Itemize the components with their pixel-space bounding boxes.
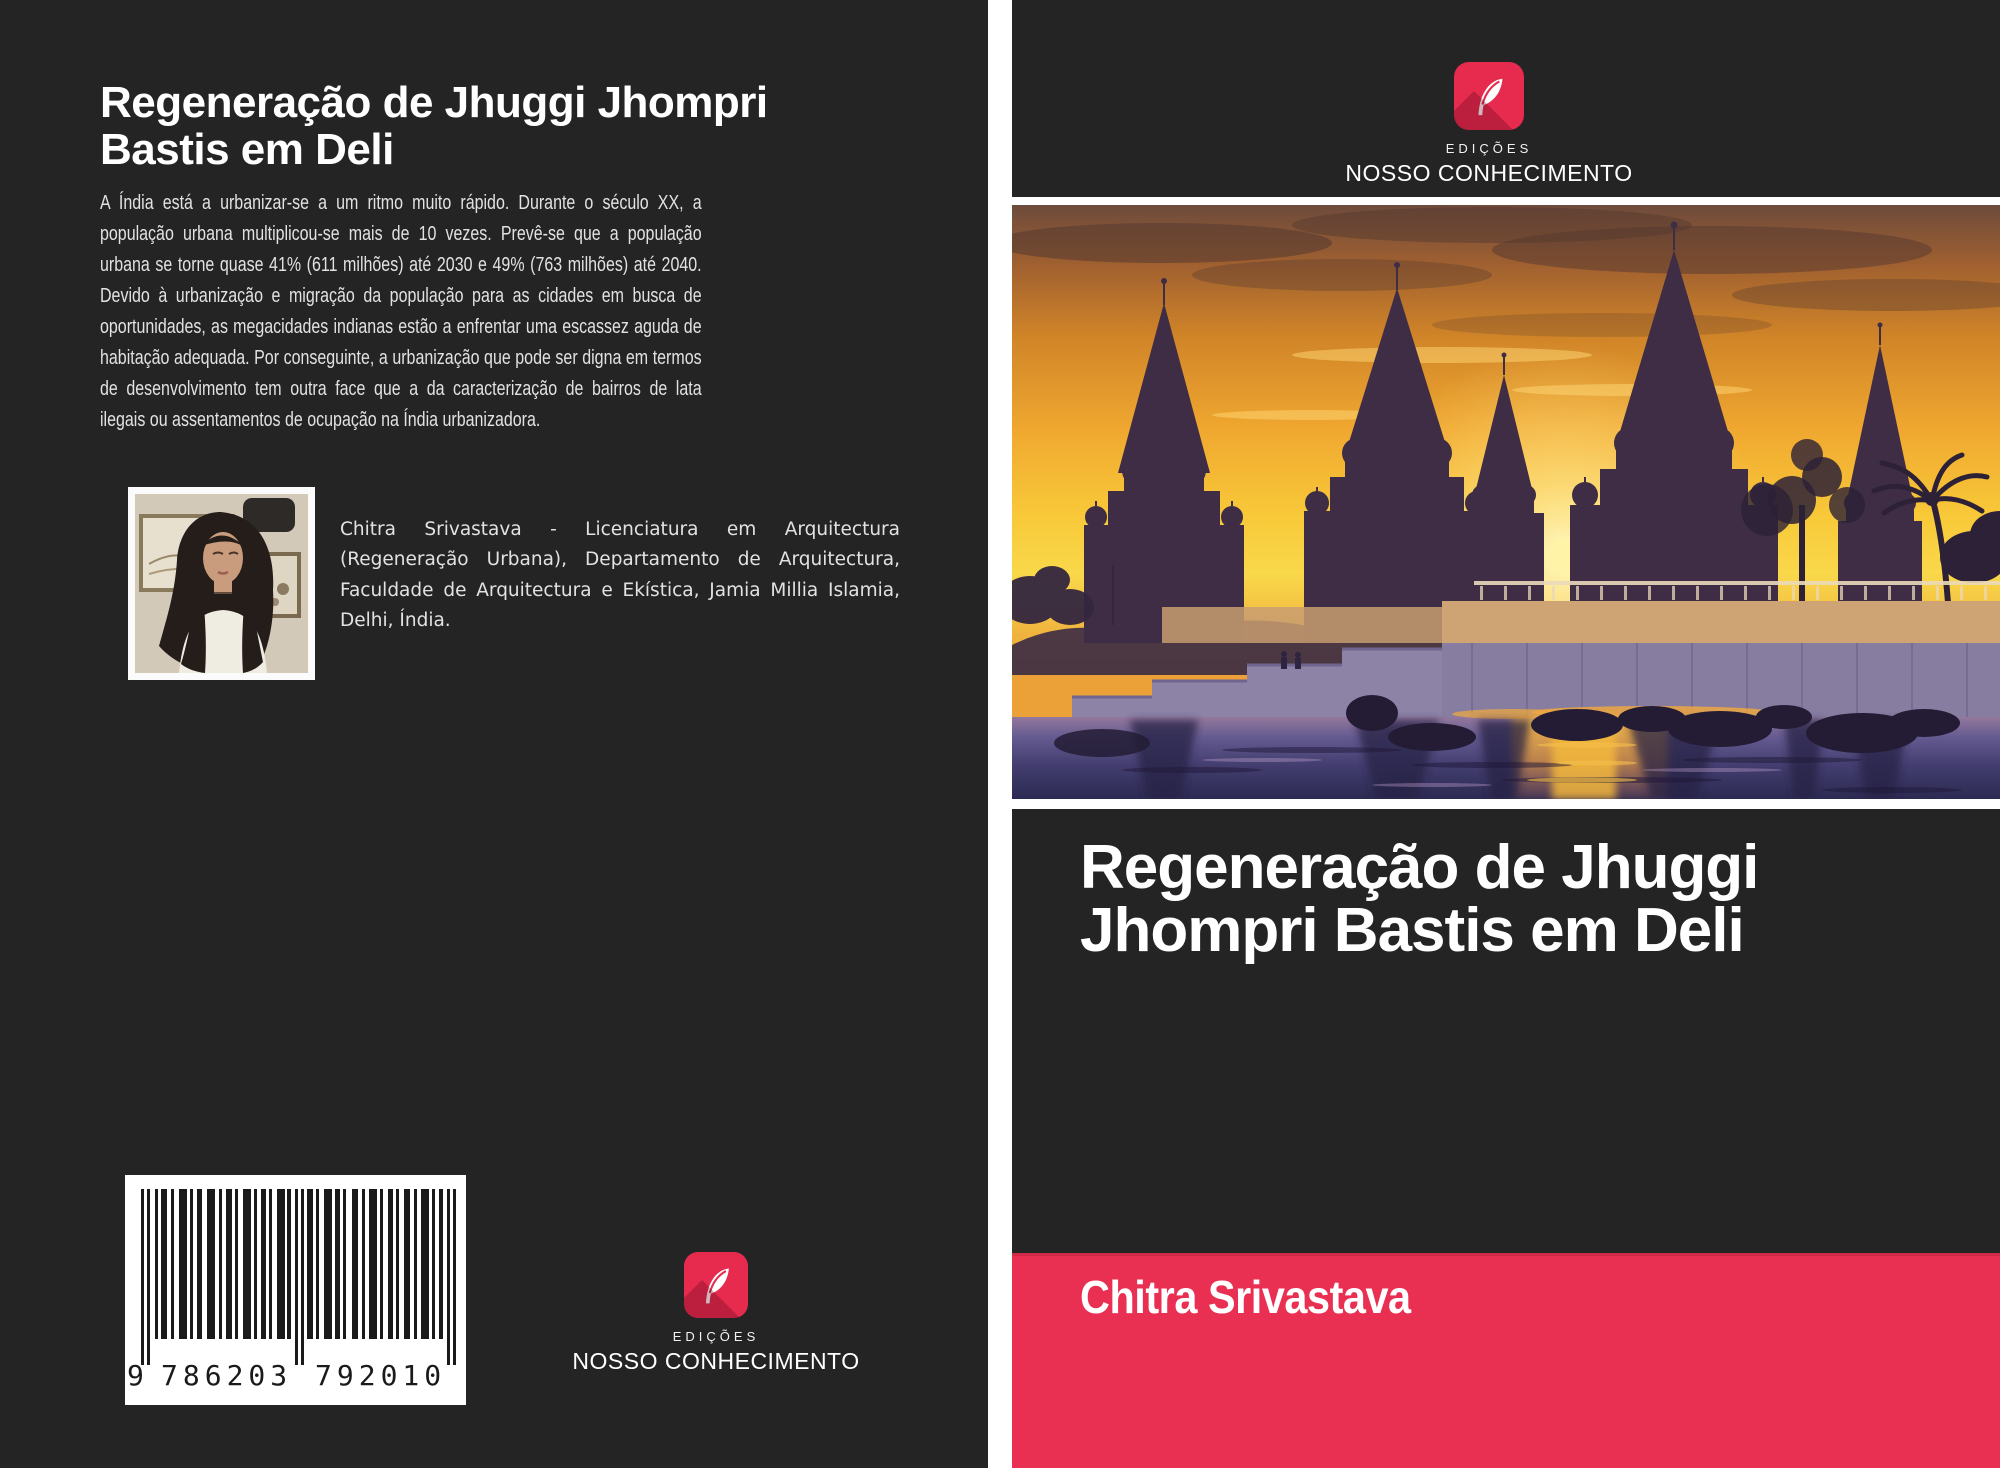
temple-sunset-illustration [1012,205,2000,799]
publisher-logo-front [1339,62,1639,187]
publisher-logo-square [1454,62,1524,130]
publisher-logo-square [684,1252,748,1318]
author-name: Chitra Srivastava [1080,1271,1411,1323]
barcode [125,1175,466,1405]
back-cover-description: A Índia está a urbanizar-se a um ritmo muito rápido. Durante o século XX, a população urbana multiplicou-se mais de 10 vezes. Prevê-se que a população urbana se torne quase 41% (611 milhões) até 2030 e 49% (763 milhões) até 2040. Devido à urbanização e migração da população para as cidades em busca de oportunidades, as megacidades indianas estão a enfrentar uma escassez aguda de habitação adequada. Por conseguinte, a urbanização que pode ser digna em termos de desenvolvimento tem outra face que a da caracterização de bairros de lata ilegais ou assentamentos de ocupação na Índia urbanizadora. [100,192,702,431]
feather-icon [694,1260,738,1310]
cover-image [1012,205,2000,799]
publisher-imprint-label: EDIÇÕES [1445,141,1533,156]
front-cover [1012,0,2000,1468]
publisher-name-label: NOSSO CONHECIMENTO [572,1348,860,1374]
author-bio: Chitra Srivastava - Licenciatura em Arquitectura (Regeneração Urbana), Departamento de Arquitectura, Faculdade de Arquitectura e Ekística, Jamia Millia Islamia, Delhi, Índia. [340,518,900,631]
author-photo [128,487,315,680]
publisher-imprint-label: EDIÇÕES [672,1329,760,1344]
front-header [1012,0,2000,197]
barcode-graphic [125,1175,466,1405]
front-cover-title: Regeneração de Jhuggi Jhompri Bastis em Deli [1080,833,1759,965]
publisher-logo-back [566,1252,866,1375]
back-cover-title: Regeneração de Jhuggi Jhompri Bastis em Deli [100,78,768,175]
front-title-block [1012,809,2000,1253]
svg-text:786203: 786203 [161,1359,293,1392]
barcode-digits [127,1359,446,1392]
author-band [1012,1253,2000,1468]
svg-text:9: 9 [127,1359,144,1392]
back-cover [0,0,988,1468]
feather-icon [1466,70,1512,122]
publisher-name-label: NOSSO CONHECIMENTO [1345,160,1633,186]
svg-text:792010: 792010 [315,1359,447,1392]
author-portrait-illustration [135,494,308,673]
